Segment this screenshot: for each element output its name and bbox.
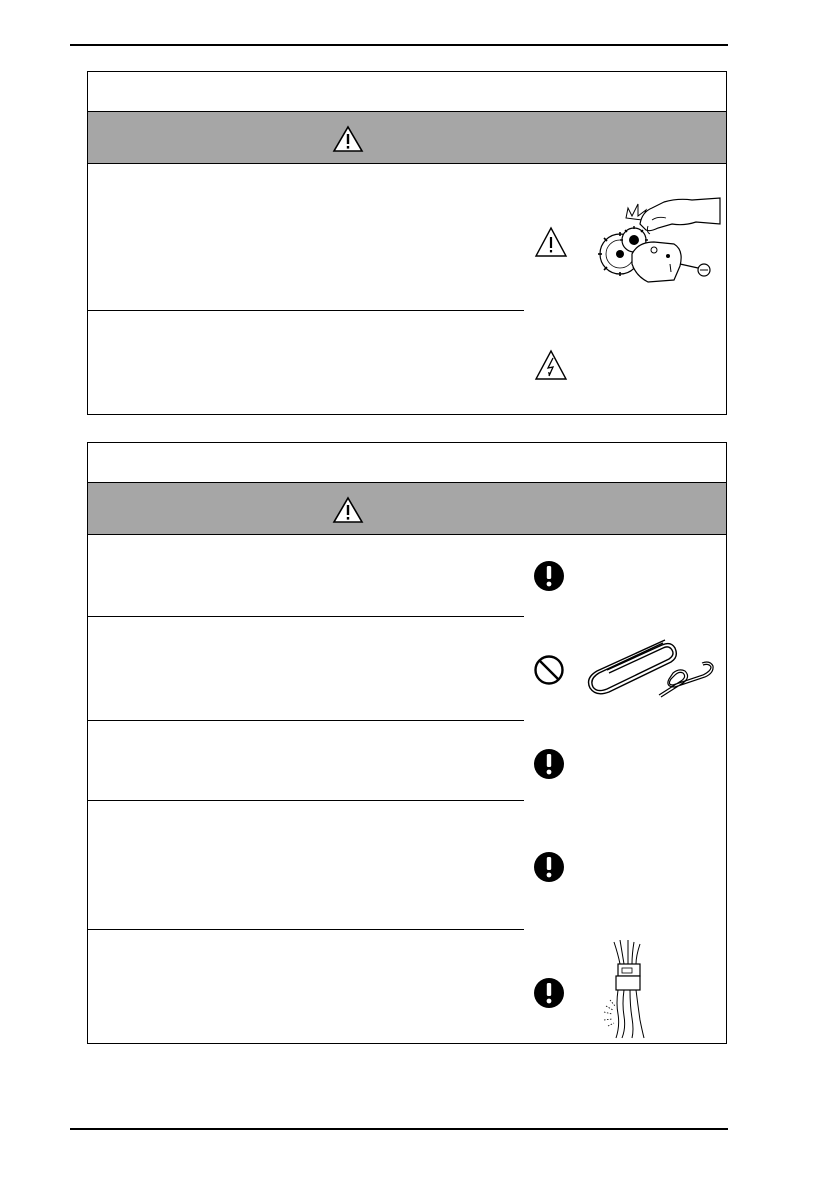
damaged-wire-harness-illustration [600, 940, 656, 1040]
caution-panel-bottom [87, 442, 727, 1044]
prohibited-circle-icon [533, 654, 565, 686]
hand-gears-screw-illustration [588, 184, 724, 296]
warning-header-bar [88, 112, 726, 164]
warning-panel-top [87, 71, 727, 415]
footer-rule [70, 1128, 728, 1130]
instruction-cell [88, 721, 524, 800]
panel-title-row [88, 443, 726, 483]
caution-header-bar [88, 483, 726, 535]
mandatory-exclamation-icon [533, 977, 565, 1009]
header-rule [70, 44, 728, 46]
warning-triangle-icon [332, 125, 364, 153]
panel-body [88, 164, 726, 414]
mandatory-exclamation-icon [533, 851, 565, 883]
instruction-cell [88, 930, 524, 1043]
instruction-cell [88, 801, 524, 929]
paper-clip-illustration [585, 635, 719, 699]
caution-triangle-icon [534, 226, 568, 258]
instruction-cell [88, 617, 524, 720]
instruction-cell [88, 164, 524, 310]
mandatory-exclamation-icon [533, 560, 565, 592]
panel-title-row [88, 72, 726, 112]
instruction-cell [88, 535, 524, 616]
warning-triangle-icon [332, 496, 364, 524]
electric-shock-triangle-icon [534, 349, 568, 381]
instruction-cell [88, 311, 524, 414]
panel-body [88, 535, 726, 1043]
mandatory-exclamation-icon [533, 748, 565, 780]
